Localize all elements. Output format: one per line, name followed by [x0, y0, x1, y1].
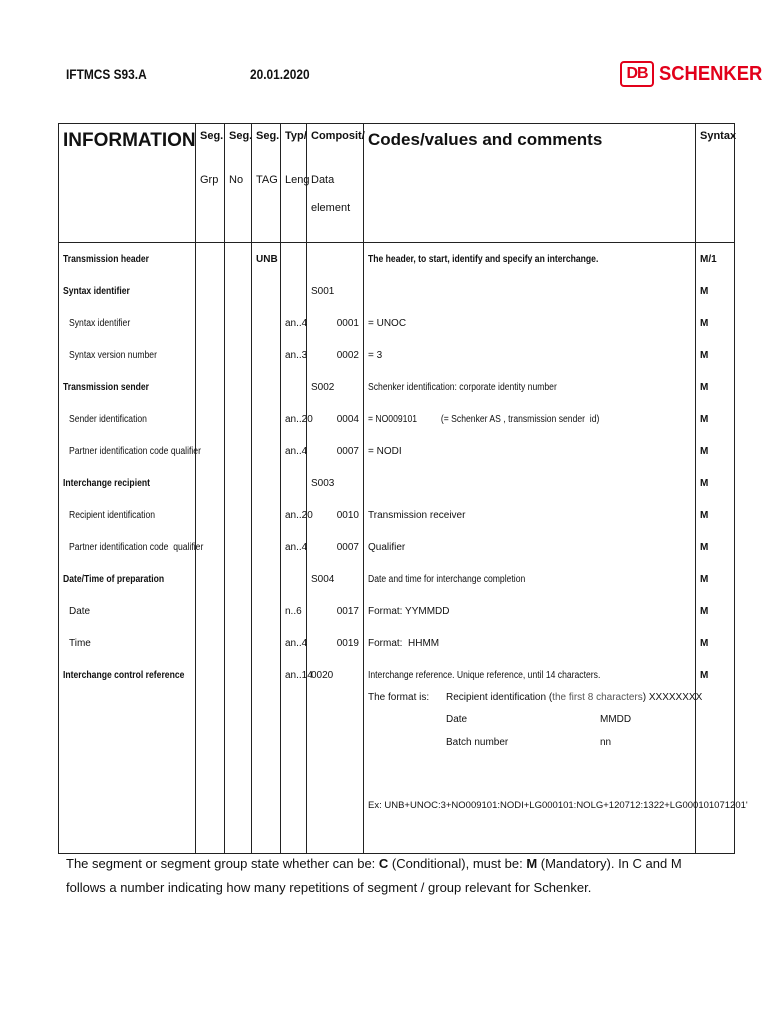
- table-row: [59, 371, 735, 403]
- row-syntax: M: [696, 371, 735, 403]
- row-comp: 0001: [307, 307, 364, 339]
- table-row: [59, 659, 735, 691]
- row-comp: 0019: [307, 627, 364, 659]
- row-typ: an..4: [281, 307, 307, 339]
- row-comp: 0007: [307, 531, 364, 563]
- segment-spec-table: [58, 123, 735, 854]
- row-syntax: M: [696, 275, 735, 307]
- row-syntax: M: [696, 659, 735, 691]
- col-header-information: INFORMATION: [59, 124, 196, 175]
- table-row: [59, 563, 735, 595]
- table-row: [59, 243, 735, 276]
- table-header-row-2: [59, 174, 735, 202]
- row-info: Transmission header: [59, 243, 196, 276]
- table-header-row: [59, 124, 735, 175]
- row-info: Sender identification: [59, 403, 196, 435]
- footnote: The segment or segment group state whether can be: C (Conditional), must be: M (Mandatory). In C and M follows a number indicating how many repetitions of segment / group relevant for Schenker.: [66, 856, 682, 895]
- col-header-seg-tag: Seg.: [252, 124, 281, 175]
- col-header-data: Data: [307, 174, 364, 202]
- row-codes: Schenker identification: corporate identity number: [364, 371, 696, 403]
- row-syntax: M: [696, 499, 735, 531]
- row-comp: 0004: [307, 403, 364, 435]
- table-row: [59, 435, 735, 467]
- row-info: Syntax identifier: [59, 275, 196, 307]
- row-info: Date/Time of preparation: [59, 563, 196, 595]
- row-comp: S002: [307, 371, 364, 403]
- row-typ: n..6: [281, 595, 307, 627]
- col-header-seg-grp: Seg.: [196, 124, 225, 175]
- logo-wordmark: SCHENKER: [659, 62, 763, 85]
- row-syntax: M: [696, 435, 735, 467]
- row-codes: Format: HHMM: [364, 627, 696, 659]
- table-row: [59, 467, 735, 499]
- table-row: [59, 339, 735, 371]
- row-codes: = UNOC: [364, 307, 696, 339]
- format-batch-value: nn: [600, 737, 612, 748]
- format-recipient: Recipient identification (the first 8 characters) XXXXXXXX: [446, 692, 703, 703]
- document-id: IFTMCS S93.A: [66, 66, 147, 82]
- row-info: Interchange control reference: [59, 659, 196, 691]
- row-comp: S001: [307, 275, 364, 307]
- table-row: [59, 499, 735, 531]
- row-info: Time: [59, 627, 196, 659]
- row-syntax: M: [696, 531, 735, 563]
- col-header-grp: Grp: [196, 174, 225, 202]
- row-syntax: M/1: [696, 243, 735, 276]
- row-comp: 0017: [307, 595, 364, 627]
- row-syntax: M: [696, 627, 735, 659]
- row-info: Syntax version number: [59, 339, 196, 371]
- row-info: Transmission sender: [59, 371, 196, 403]
- table-row: [59, 531, 735, 563]
- row-comp: 0020: [307, 659, 364, 691]
- row-typ: an..4: [281, 531, 307, 563]
- row-info: Partner identification code qualifier: [59, 531, 196, 563]
- row-comp: S004: [307, 563, 364, 595]
- table-row: [59, 627, 735, 659]
- row-syntax: M: [696, 403, 735, 435]
- col-header-leng: Leng: [281, 174, 307, 202]
- row-codes: = NODI: [364, 435, 696, 467]
- table-row: [59, 275, 735, 307]
- row-typ: an..20: [281, 403, 307, 435]
- table-row: [59, 403, 735, 435]
- row-codes: The header, to start, identify and specify an interchange.: [364, 243, 696, 276]
- row-typ: an..4: [281, 435, 307, 467]
- table-row: [59, 307, 735, 339]
- row-syntax: M: [696, 307, 735, 339]
- col-header-element: element: [307, 202, 364, 243]
- row-info: Recipient identification: [59, 499, 196, 531]
- row-codes: Date and time for interchange completion: [364, 563, 696, 595]
- row-codes: = NO009101 (= Schenker AS , transmission sender id): [364, 403, 696, 435]
- row-typ: an..3: [281, 339, 307, 371]
- row-syntax: M: [696, 339, 735, 371]
- row-typ: an..14: [281, 659, 307, 691]
- db-schenker-logo: [620, 60, 771, 88]
- row-info: Interchange recipient: [59, 467, 196, 499]
- row-typ: an..20: [281, 499, 307, 531]
- row-info: Date: [59, 595, 196, 627]
- format-date-value: MMDD: [600, 714, 632, 725]
- format-label: The format is:: [368, 692, 430, 703]
- document-date: 20.01.2020: [250, 66, 310, 82]
- row-codes: Transmission receiver: [364, 499, 696, 531]
- db-logo-icon: DB: [620, 61, 654, 87]
- col-header-typ: Typ/: [281, 124, 307, 175]
- row-tag: UNB: [252, 243, 281, 276]
- col-header-composit: Composit/: [307, 124, 364, 175]
- row-codes: Format: YYMMDD: [364, 595, 696, 627]
- col-header-tag: TAG: [252, 174, 281, 202]
- row-comp: 0010: [307, 499, 364, 531]
- col-header-syntax: Syntax: [696, 124, 735, 175]
- table-row: [59, 595, 735, 627]
- row-syntax: M: [696, 595, 735, 627]
- col-header-no: No: [225, 174, 252, 202]
- row-codes: = 3: [364, 339, 696, 371]
- col-header-codes: Codes/values and comments: [364, 124, 696, 175]
- row-codes: Qualifier: [364, 531, 696, 563]
- format-row: [59, 691, 735, 854]
- row-info: Partner identification code qualifier: [59, 435, 196, 467]
- row-syntax: M: [696, 467, 735, 499]
- table-header-row-3: [59, 202, 735, 243]
- row-syntax: M: [696, 563, 735, 595]
- row-comp: 0002: [307, 339, 364, 371]
- row-codes: Interchange reference. Unique reference, until 14 characters.: [364, 659, 696, 691]
- row-typ: an..4: [281, 627, 307, 659]
- format-date-label: Date: [446, 714, 468, 725]
- row-info: Syntax identifier: [59, 307, 196, 339]
- row-comp: S003: [307, 467, 364, 499]
- format-batch-label: Batch number: [446, 737, 509, 748]
- row-comp: 0007: [307, 435, 364, 467]
- format-example: Ex: UNB+UNOC:3+NO009101:NODI+LG000101:NOLG+120712:1322+LG000101071201': [368, 800, 748, 811]
- col-header-seg-no: Seg.: [225, 124, 252, 175]
